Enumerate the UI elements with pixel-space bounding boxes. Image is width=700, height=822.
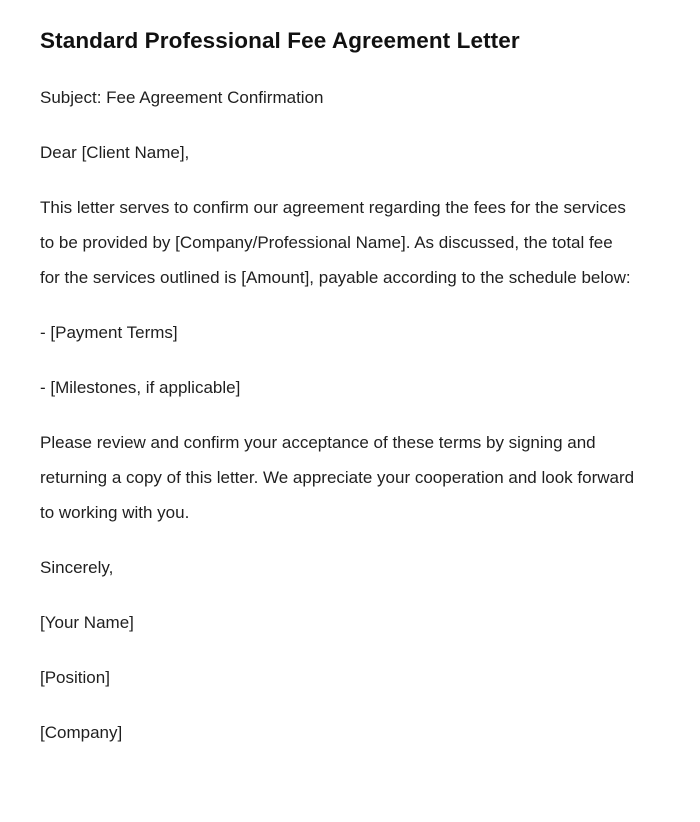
- list-item-milestones: - [Milestones, if applicable]: [40, 378, 241, 398]
- closing: Sincerely,: [40, 558, 114, 578]
- signature-position: [Position]: [40, 668, 110, 688]
- salutation: Dear [Client Name],: [40, 143, 190, 163]
- subject-line: Subject: Fee Agreement Confirmation: [40, 88, 324, 108]
- letter-title: Standard Professional Fee Agreement Letter: [40, 28, 520, 53]
- signature-company: [Company]: [40, 723, 123, 743]
- list-item-payment-terms: - [Payment Terms]: [40, 323, 178, 343]
- body-paragraph-confirmation: Please review and confirm your acceptance of these terms by signing and returning a copy of this letter. We appreciate your cooperation and look forward to working with you.: [40, 433, 635, 523]
- signature-name: [Your Name]: [40, 613, 134, 633]
- body-paragraph-fees: This letter serves to confirm our agreement regarding the fees for the services to be provided by [Company/Professional Name]. As discussed, the total fee for the services outlined is [Amount], payable according to the schedule below:: [40, 198, 631, 288]
